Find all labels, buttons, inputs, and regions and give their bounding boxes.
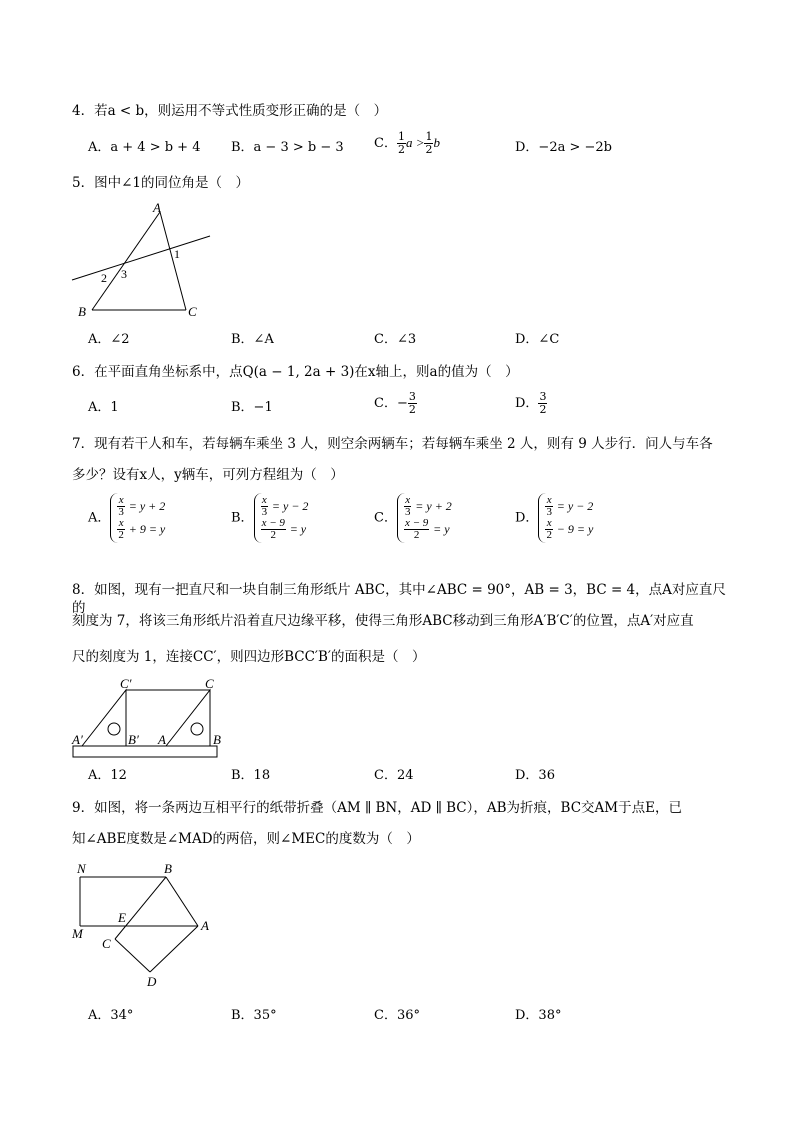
edge-cd	[115, 939, 150, 972]
q5-option-a: A．∠2	[88, 332, 130, 347]
label-e: E	[118, 910, 126, 925]
label-c-prime: C′	[120, 676, 132, 691]
label-angle-1: 1	[174, 247, 180, 261]
q9-option-d: D．38°	[515, 1008, 562, 1023]
q9-option-c: C．36°	[374, 1008, 420, 1023]
q8-option-d: D．36	[515, 768, 555, 783]
q4-option-b: B．a − 3 > b − 3	[231, 140, 344, 155]
q6-option-c	[374, 391, 417, 416]
triangle-a-prime-b-prime-c-prime	[82, 690, 126, 746]
q7-stem-line1: 7．现有若干人和车，若每辆车乘坐 3 人，则空余两辆车；若每辆车乘坐 2 人，则有 9 人步行．问人与车各	[72, 436, 713, 452]
triangle-side-ac	[160, 212, 186, 310]
q8-option-b: B．18	[231, 768, 271, 783]
hole-circle	[108, 723, 120, 735]
q7-option-d	[515, 493, 593, 543]
q7-option-b	[231, 493, 308, 543]
q8-option-a: A．12	[88, 768, 127, 783]
label-m: M	[72, 926, 83, 941]
q4-option-c-label: C．	[374, 136, 397, 151]
q9-stem-line1: 9．如图，将一条两边互相平行的纸带折叠（AM ∥ BN，AD ∥ BC），AB为折痕，BC交AM于点E，已	[72, 800, 682, 816]
label-a: A	[158, 732, 166, 747]
q8-option-c: C．24	[374, 768, 414, 783]
q6-option-d-label: D．	[515, 396, 539, 411]
label-c: C	[102, 936, 111, 951]
q5-figure	[66, 198, 216, 323]
label-b: B	[78, 304, 86, 319]
triangle-abc	[166, 690, 210, 746]
q8-stem-line3: 尺的刻度为 1，连接CC′，则四边形BCC′B′的面积是（ ）	[72, 649, 426, 665]
label-a: A	[153, 200, 161, 215]
q9-option-a: A．34°	[88, 1008, 134, 1023]
q7-option-d-label: D．	[515, 510, 539, 526]
q7-option-b-label: B．	[231, 510, 254, 526]
q4-option-c-expr: a >	[405, 135, 425, 150]
q8-figure	[70, 676, 230, 760]
equation-system: $\frac{x}{3}$ = y + 2 $\frac{x}{2}$ + 9 = y	[110, 493, 165, 543]
edge-da	[150, 926, 198, 972]
q7-option-c	[374, 493, 452, 543]
q4-option-d: D．−2a > −2b	[515, 140, 612, 155]
q9-stem-line2: 知∠ABE度数是∠MAD的两倍，则∠MEC的度数为（ ）	[72, 831, 420, 847]
q6-stem: 6．在平面直角坐标系中，点Q(a − 1, 2a + 3)在x轴上，则a的值为（ ）	[72, 364, 519, 380]
label-b-prime: B′	[128, 732, 139, 747]
equation-system: $\frac{x}{3}$ = y − 2 $\frac{x - 9}{2}$ = y	[254, 493, 309, 543]
label-a: A	[201, 918, 209, 933]
ruler	[73, 746, 217, 757]
label-a-prime: A′	[72, 732, 83, 747]
q5-stem: 5．图中∠1的同位角是（ ）	[72, 175, 249, 191]
fraction: $\frac{1}{2}$	[397, 130, 405, 156]
label-c: C	[188, 304, 197, 319]
q8-stem-line2: 刻度为 7，将该三角形纸片沿着直尺边缘平移，使得三角形ABC移动到三角形A′B′C′的位置，点A′对应直	[72, 613, 694, 629]
fraction: $\frac{1}{2}$	[425, 130, 433, 156]
fold-line-ab	[166, 877, 198, 926]
q6-option-a: A．1	[88, 400, 119, 415]
q6-option-c-label: C．−	[374, 396, 408, 411]
q5-option-d: D．∠C	[515, 332, 560, 347]
q9-figure	[70, 860, 220, 992]
q6-option-b: B．−1	[231, 400, 273, 415]
fraction: $\frac{3}{2}$	[539, 390, 547, 416]
equation-system: $\frac{x}{3}$ = y + 2 $\frac{x - 9}{2}$ = y	[397, 493, 452, 543]
q6-option-d	[515, 391, 547, 416]
label-b: B	[213, 732, 221, 747]
q7-option-a	[88, 493, 165, 543]
q7-stem-line2: 多少？设有x人，y辆车，可列方程组为（ ）	[72, 467, 344, 483]
q7-option-a-label: A．	[88, 510, 111, 526]
label-d: D	[147, 974, 157, 989]
q8-stem-line1: 8．如图，现有一把直尺和一块自制三角形纸片 ABC，其中∠ABC = 90°，AB = 3，BC = 4，点A对应直尺的	[72, 582, 726, 616]
label-b: B	[164, 861, 172, 876]
q4-option-c-expr-end: b	[433, 135, 440, 150]
transversal-line	[72, 236, 210, 280]
label-angle-2: 2	[101, 271, 107, 285]
triangle-side-ab	[92, 212, 160, 310]
q4-stem: 4．若a < b，则运用不等式性质变形正确的是（ ）	[72, 103, 388, 119]
q5-option-c: C．∠3	[374, 332, 417, 347]
q4-option-c	[374, 131, 440, 156]
label-angle-3: 3	[121, 267, 127, 281]
fraction: $\frac{3}{2}$	[408, 390, 416, 416]
label-c: C	[205, 676, 214, 691]
edge-bc	[115, 877, 166, 939]
q7-option-c-label: C．	[374, 510, 397, 526]
q4-option-a: A．a + 4 > b + 4	[88, 140, 201, 155]
label-n: N	[77, 861, 86, 876]
equation-system: $\frac{x}{3}$ = y − 2 $\frac{x}{2}$ − 9 = y	[538, 493, 593, 543]
q5-option-b: B．∠A	[231, 332, 274, 347]
hole-circle	[191, 723, 203, 735]
q9-option-b: B．35°	[231, 1008, 277, 1023]
